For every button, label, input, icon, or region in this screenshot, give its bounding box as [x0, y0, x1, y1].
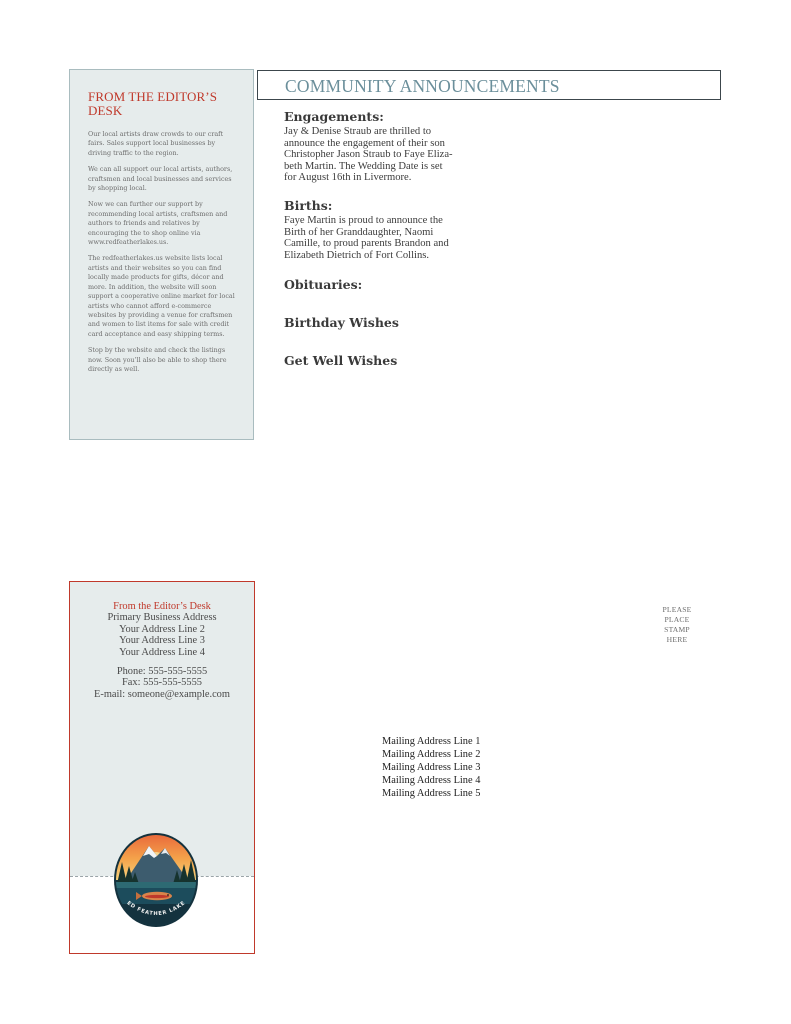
births-line: Camille, to proud parents Brandon and	[284, 238, 449, 250]
stamp-placeholder	[653, 605, 701, 645]
phone-line: Phone: 555-555-5555	[116, 666, 208, 678]
return-address-block	[70, 601, 254, 700]
mailing-address-line: Mailing Address Line 5	[382, 788, 481, 799]
stamp-line: PLEASE	[662, 605, 692, 614]
editor-desk-title: FROM THE EDITOR’S DESK	[88, 89, 218, 118]
red-feather-lakes-logo	[113, 832, 199, 928]
birthday-wishes-heading: Birthday Wishes	[284, 315, 399, 330]
editor-desk-body	[88, 130, 240, 381]
stamp-line: STAMP	[664, 625, 690, 634]
engagements-line: for August 16th in Livermore.	[284, 172, 412, 184]
births-line: Birth of her Granddaughter, Naomi	[284, 226, 434, 238]
editor-paragraph-3: Now we can further our support by recommending local artists, craftsmen and authors to friends and relatives by encouraging the to shop online via www.redfeatherlakes.us.	[88, 200, 228, 247]
announcements-title: COMMUNITY ANNOUNCEMENTS	[285, 76, 560, 96]
logo-text: ED FEATHER LAKE	[125, 900, 187, 918]
engagements-line: Jay & Denise Straub are thrilled to	[284, 126, 432, 137]
engagements-heading: Engagements:	[284, 109, 384, 124]
editor-paragraph-1: Our local artists draw crowds to our craft fairs. Sales support local businesses by driving traffic to the region.	[88, 130, 224, 157]
return-address-line: Your Address Line 3	[119, 635, 205, 647]
editor-paragraph-4: The redfeatherlakes.us website lists local artists and their websites so you can find locally made products for gifts, décor and more. In addition, the website will soon support a cooperative online market for local artists who cannot afford e-commerce websites by providing a venue for craftsmen and women to list items for sale with credit card acceptance and easy shipping terms.	[88, 254, 235, 338]
stamp-line: PLACE	[664, 615, 690, 624]
editor-paragraph-5: Stop by the website and check the listings now. Soon you’ll also be able to shop there directly as well.	[88, 346, 227, 373]
return-address-line: Primary Business Address	[107, 612, 217, 624]
births-heading: Births:	[284, 198, 333, 213]
return-address-line: Your Address Line 2	[119, 623, 205, 635]
engagements-line: Christopher Jason Straub to Faye Eliza-	[284, 149, 453, 161]
mailing-address-line: Mailing Address Line 2	[382, 749, 481, 760]
births-line: Elizabeth Dietrich of Fort Collins.	[284, 249, 430, 261]
births-body	[284, 215, 474, 261]
births-line: Faye Martin is proud to announce the	[284, 215, 443, 226]
mailing-address-line: Mailing Address Line 3	[382, 762, 481, 773]
editor-paragraph-2: We can all support our local artists, authors, craftsmen and local businesses and services by shopping local.	[88, 165, 233, 193]
fax-line: Fax: 555-555-5555	[122, 677, 202, 689]
mailing-address-line: Mailing Address Line 4	[382, 775, 481, 786]
engagements-line: beth Martin. The Wedding Date is set	[284, 160, 443, 172]
mailing-address-block	[382, 735, 480, 800]
mailing-address-line: Mailing Address Line 1	[382, 736, 481, 747]
engagements-body	[284, 126, 474, 184]
engagements-line: announce the engagement of their son	[284, 137, 445, 149]
stamp-line: HERE	[666, 635, 688, 644]
get-well-wishes-heading: Get Well Wishes	[284, 353, 398, 368]
return-address-line: Your Address Line 4	[119, 646, 205, 658]
email-line: E-mail: someone@example.com	[94, 688, 230, 700]
return-name: From the Editor’s Desk	[113, 601, 211, 612]
obituaries-heading: Obituaries:	[284, 277, 363, 292]
